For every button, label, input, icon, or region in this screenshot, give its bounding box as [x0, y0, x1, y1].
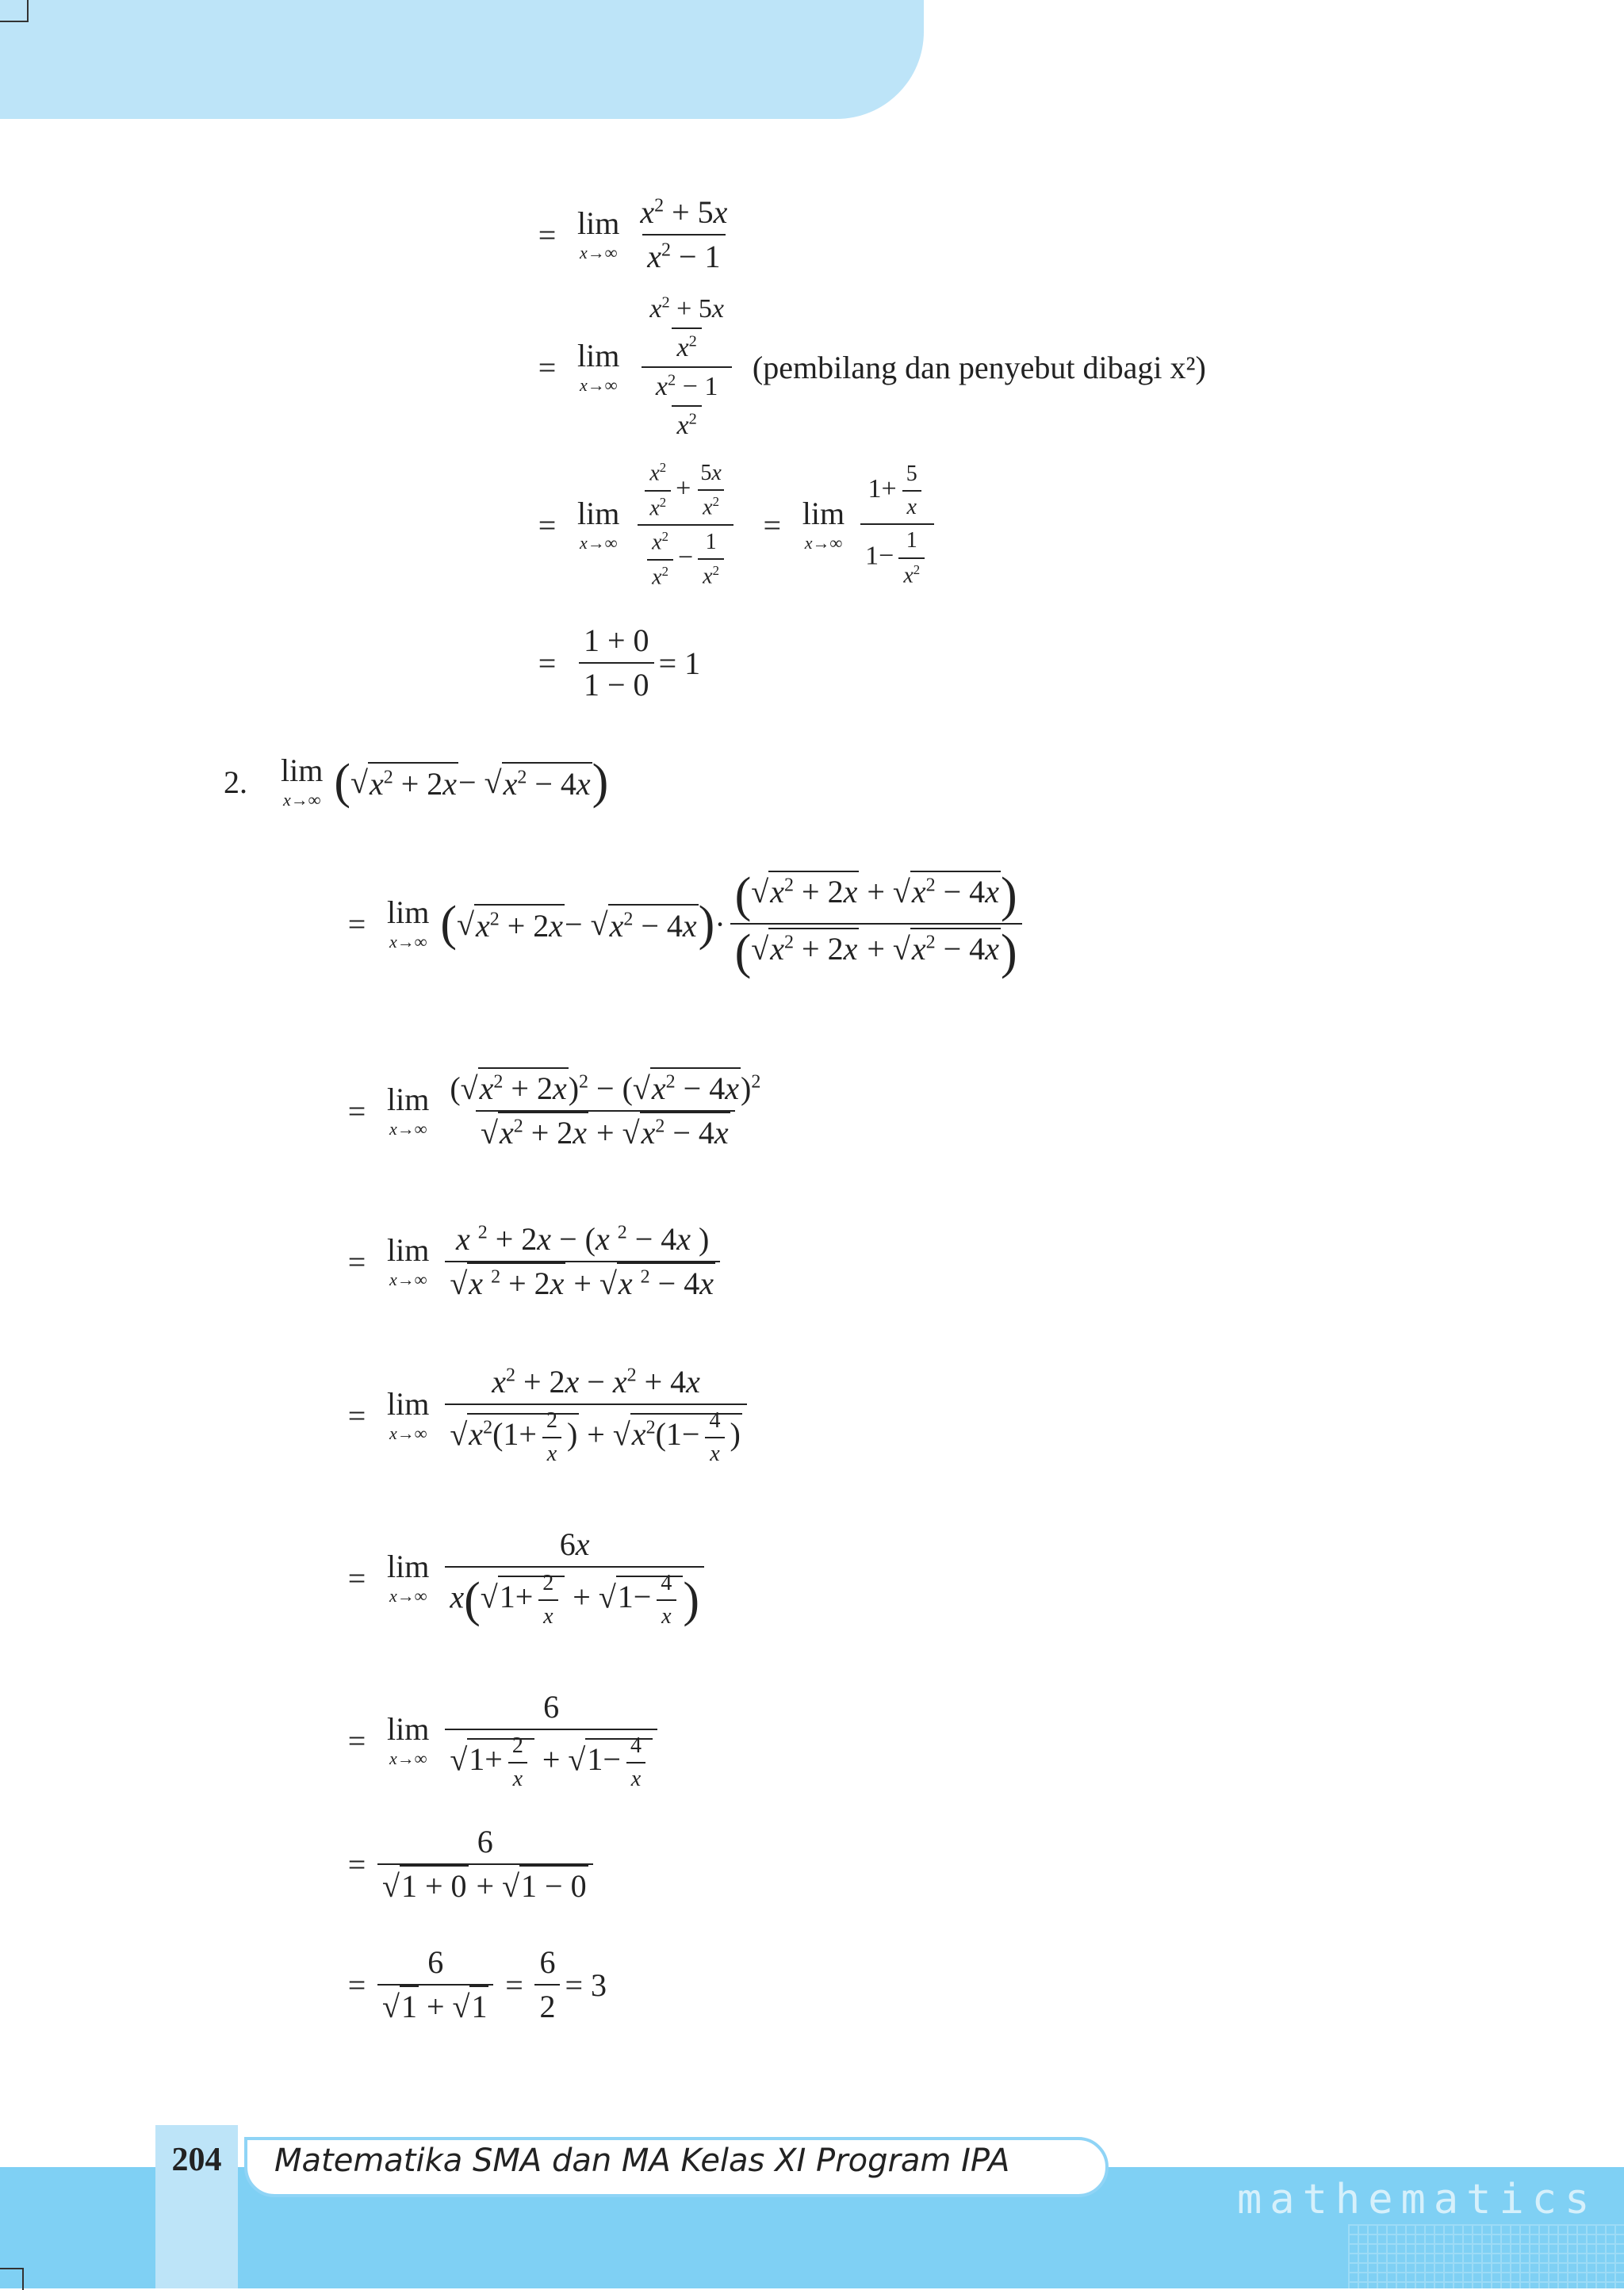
fraction: $\frac{x ^2 + 2x - (x ^2 - 4x )}{√x ^2 + 2x + √x ^2 - 4x}$: [445, 1221, 720, 1302]
fraction: $\frac{(√x^2 + 2x)^2 - (√x^2 - 4x)^2}{√x^2 + 2x + √x^2 - 4x}$: [445, 1070, 765, 1151]
limit-operator: lim x→∞: [802, 496, 845, 553]
equals-sign: =: [538, 216, 557, 253]
fraction: $x^2 + 2x - x^2 + 4x$ $√x^2(1+$ $\frac{2}{x}$ ) + $√x^2(1-$ $\frac{4}{x}$ ): [445, 1364, 746, 1467]
equals-sign: =: [347, 1243, 366, 1280]
fraction: $\frac{6}{√1 + 0 + √1 - 0}$: [377, 1824, 593, 1905]
fraction: $\frac{1 + 0}{1 - 0}$: [579, 622, 654, 703]
step-1a: [531, 194, 737, 275]
book-title: Matematika SMA dan MA Kelas XI Program IPA: [274, 2143, 1010, 2179]
problem-2: 2. lim x→∞ ( √ $x^2 + 2x$ − √ $x^2 - 4x$ ): [224, 752, 609, 810]
fraction: $\frac{6}{2}$: [534, 1944, 560, 2025]
crop-mark-top: [0, 0, 29, 22]
limit-operator: lim x→∞: [387, 1232, 430, 1289]
limit-operator: lim x→∞: [387, 1082, 430, 1139]
step-1c: [531, 460, 939, 590]
result-value: = 3: [565, 1966, 607, 2003]
limit-operator: lim x→∞: [387, 1549, 430, 1606]
conjugate-fraction: $\frac{(√x^2 + 2x + √x^2 - 4x)}{(√x^2 + 2x + √x^2 - 4x)}$: [730, 871, 1022, 977]
limit-operator: lim x→∞: [577, 496, 620, 553]
limit-operator: lim x→∞: [577, 205, 620, 262]
crop-mark-bottom: [0, 2268, 24, 2290]
equals-sign: =: [538, 645, 557, 681]
result-value: = 1: [658, 645, 701, 681]
simplified-fraction: 1+ $\frac{5}{x}$ 1− $\frac{1}{x^2}$: [860, 461, 934, 588]
equals-sign: =: [538, 507, 557, 543]
footer-grid-pattern: [1348, 2224, 1624, 2288]
header-band: [0, 0, 924, 119]
step-1d: [531, 622, 700, 703]
step-2a: = lim x→∞ ( √ $x^2 + 2x$ − √ $x^2 - 4x$ ) · $\frac{(√x^2 + 2x + √x^2 - 4x)}{(√x^2 + 2x + √x^2 - 4x)}$: [341, 871, 1027, 977]
item-number: 2.: [224, 764, 247, 800]
step-2b: [341, 1070, 770, 1151]
limit-operator: lim x→∞: [387, 894, 430, 952]
fraction: 6 √1+ $\frac{2}{x}$ + √1− $\frac{4}{x}$: [445, 1689, 657, 1792]
equals-sign: =: [505, 1966, 523, 2003]
step-2h: [341, 1944, 607, 2025]
compound-fraction: $\frac{x^2}{x^2}$ + $\frac{5x}{x^2}$ $\frac{x^2}{x^2}$ − $\frac{1}{x^2}$: [635, 460, 735, 590]
limit-operator: lim x→∞: [387, 1386, 430, 1444]
page-number: 204: [171, 2142, 222, 2178]
equals-sign: =: [538, 349, 557, 385]
equals-sign: =: [347, 1093, 366, 1129]
equals-sign: =: [347, 906, 366, 942]
fraction: $\frac{x^2 + 5x}{x^2 - 1}$: [640, 194, 728, 274]
limit-operator: lim x→∞: [577, 338, 620, 396]
step-2f: [341, 1689, 662, 1792]
watermark: mathematics: [1237, 2176, 1598, 2223]
step-2e: [341, 1526, 709, 1629]
equals-sign: =: [763, 507, 782, 543]
equals-sign: =: [347, 1397, 366, 1434]
step-2c: [341, 1221, 725, 1302]
compound-fraction: $\frac{\frac{x^2 + 5x}{x^2}}{\frac{x^2 - 1}{x^2}}$: [635, 293, 738, 441]
explanation-note: (pembilang dan penyebut dibagi x²): [752, 349, 1206, 385]
equals-sign: =: [347, 1846, 366, 1882]
equals-sign: =: [347, 1560, 366, 1596]
equals-sign: =: [347, 1966, 366, 2003]
equals-sign: =: [347, 1722, 366, 1759]
step-1b: [531, 293, 1206, 441]
fraction: 6x x(√1+ $\frac{2}{x}$ + √1− $\frac{4}{x}$ ): [445, 1526, 704, 1629]
limit-operator: lim x→∞: [387, 1711, 430, 1769]
limit-operator: lim x→∞: [281, 752, 324, 810]
step-2g: [341, 1824, 598, 1905]
fraction: $\frac{6}{√1 + √1}$: [377, 1944, 493, 2025]
step-2d: [341, 1364, 752, 1467]
